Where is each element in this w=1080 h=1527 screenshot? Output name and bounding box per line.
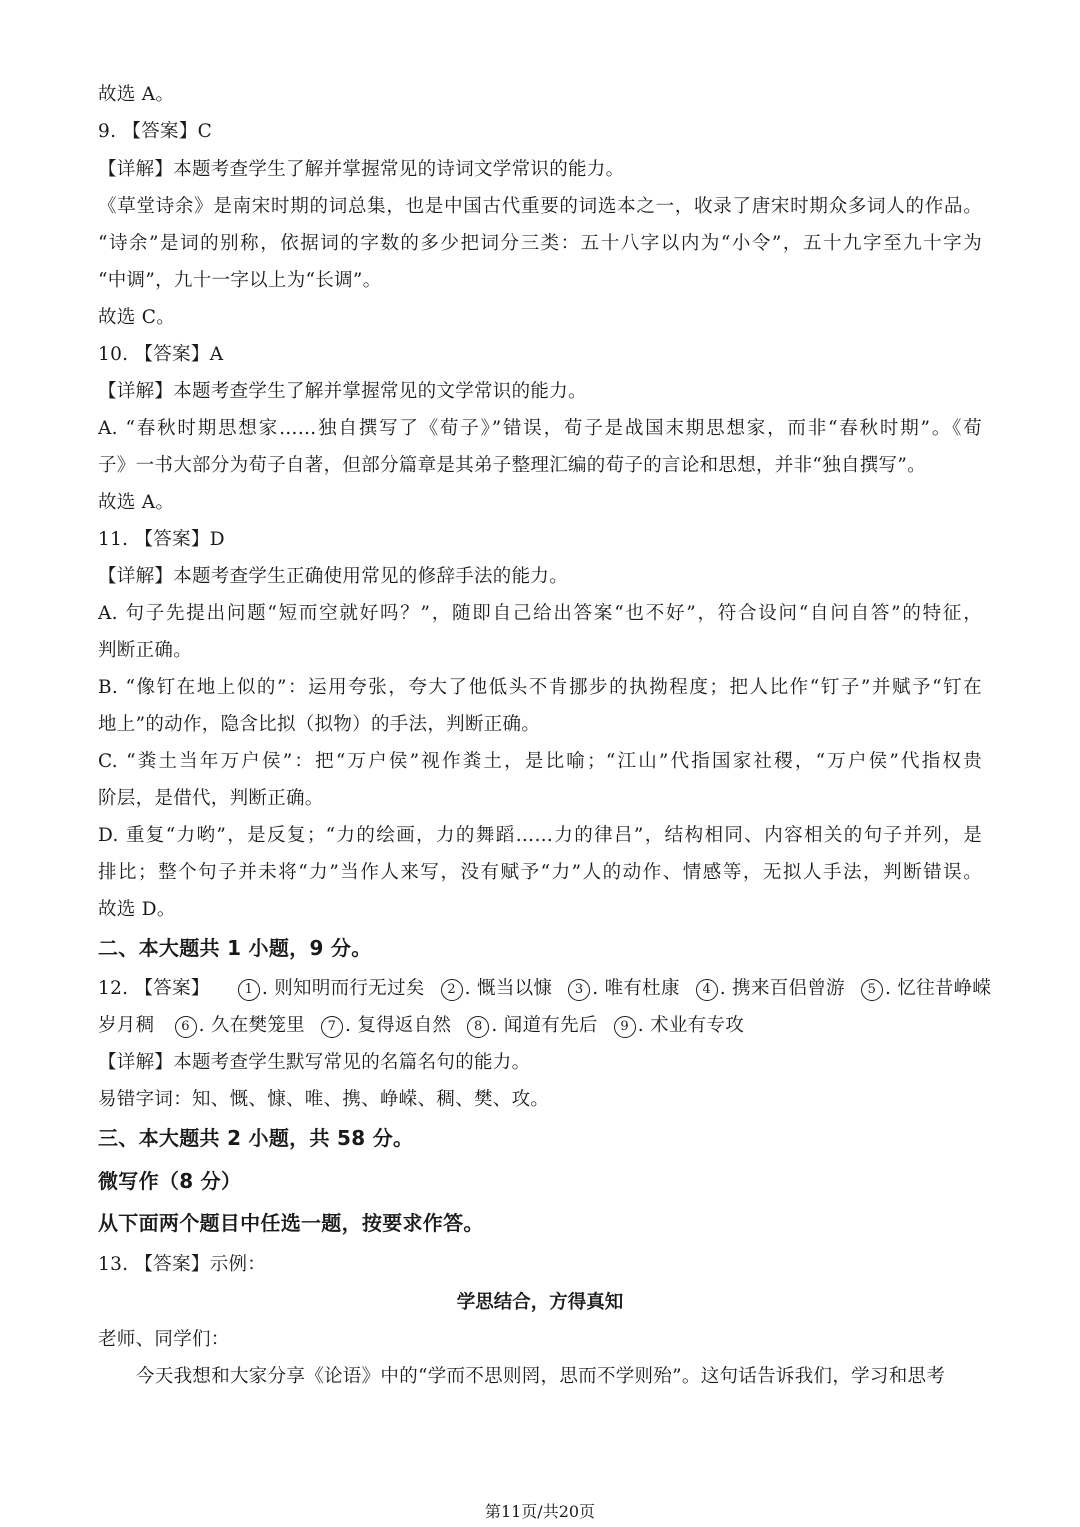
detail-line: 【详解】本题考查学生正确使用常见的修辞手法的能力。 (98, 566, 569, 587)
circled-number: 1 (238, 979, 260, 1001)
text-line: 故选 A。 (98, 84, 175, 105)
answer-item (441, 978, 553, 999)
circled-number: 3 (568, 979, 590, 1001)
text-line: 判断正确。 (98, 640, 193, 661)
text-line: 故选 A。 (98, 492, 175, 513)
answer-text: . 则知明而行无过矣 (261, 978, 425, 999)
answer-item (568, 978, 680, 999)
text-line: 地上”的动作，隐含比拟（拟物）的手法，判断正确。 (98, 714, 541, 735)
text-line: 故选 C。 (98, 307, 176, 328)
answer-line: 9. 【答案】C (98, 121, 213, 142)
circled-number: 9 (614, 1016, 636, 1038)
answer-prefix: 12. 【答案】 (98, 978, 210, 999)
answer-line: 10. 【答案】A (98, 344, 224, 365)
answer-text: . 复得返自然 (344, 1015, 452, 1036)
circled-number: 8 (467, 1016, 489, 1038)
text-line: 阶层，是借代，判断正确。 (98, 788, 324, 809)
text-line: B. “像钉在地上似的”：运用夸张，夸大了他低头不肯挪步的执拗程度；把人比作“钉子”并赋予“钉在 (98, 677, 982, 698)
answer-row (98, 977, 1007, 1001)
detail-line: 【详解】本题考查学生了解并掌握常见的文学常识的能力。 (98, 381, 587, 402)
answer-text: . 忆往昔峥嵘 (884, 978, 992, 999)
page-number: 第11页/共20页 (484, 1502, 596, 1521)
answer-item (861, 978, 991, 999)
text-line: 易错字词：知、慨、慷、唯、携、峥嵘、稠、樊、攻。 (98, 1089, 550, 1110)
answer-item (238, 978, 425, 999)
essay-title: 学思结合，方得真知 (456, 1292, 624, 1313)
answer-text: . 慨当以慷 (464, 978, 553, 999)
answer-text: . 术业有专攻 (637, 1015, 745, 1036)
text-line: 《草堂诗余》是南宋时期的词总集，也是中国古代重要的词选本之一，收录了唐宋时期众多词人的作品。 (98, 196, 982, 217)
circled-number: 2 (441, 979, 463, 1001)
circled-number: 4 (696, 979, 718, 1001)
text-line: A. 句子先提出问题“短而空就好吗？”，随即自己给出答案“也不好”，符合设问“自问自答”的特征， (98, 603, 982, 624)
answer-line: 13. 【答案】示例： (98, 1254, 267, 1275)
section-heading: 二、本大题共 1 小题，9 分。 (98, 936, 372, 960)
circled-number: 7 (321, 1016, 343, 1038)
answer-row (98, 1014, 760, 1038)
answer-item (614, 1015, 744, 1036)
text-line: 子》一书大部分为荀子自著，但部分篇章是其弟子整理汇编的荀子的言论和思想，并非“独自撰写”。 (98, 455, 926, 476)
answer-text: . 唯有杜康 (592, 978, 680, 999)
detail-line: 【详解】本题考查学生默写常见的名篇名句的能力。 (98, 1052, 531, 1073)
answer-text: . 闻道有先后 (491, 1015, 598, 1036)
sub-heading: 微写作（8 分） (98, 1169, 242, 1193)
answer-item (467, 1015, 597, 1036)
text-line: 排比；整个句子并未将“力”当作人来写，没有赋予“力”人的动作、情感等，无拟人手法，判断错误。 (98, 862, 982, 883)
answer-item (696, 978, 845, 999)
answer-text: . 久在樊笼里 (198, 1015, 305, 1036)
answer-item (321, 1015, 451, 1036)
detail-line: 【详解】本题考查学生了解并掌握常见的诗词文学常识的能力。 (98, 159, 625, 180)
answer-line: 11. 【答案】D (98, 529, 225, 550)
circled-number: 6 (175, 1016, 197, 1038)
instruction: 从下面两个题目中任选一题，按要求作答。 (98, 1211, 484, 1235)
text-line: 故选 D。 (98, 899, 176, 920)
text-line: C. “粪土当年万户侯”：把“万户侯”视作粪土，是比喻；“江山”代指国家社稷，“万户侯”代指权贵 (98, 751, 982, 772)
paragraph: 今天我想和大家分享《论语》中的“学而不思则罔，思而不学则殆”。这句话告诉我们，学习和思考 (136, 1366, 946, 1387)
answer-item (175, 1015, 305, 1036)
answer-lead: 岁月稠 (98, 1015, 155, 1036)
greeting: 老师、同学们： (98, 1329, 230, 1350)
text-line: “诗余”是词的别称，依据词的字数的多少把词分三类：五十八字以内为“小令”，五十九字至九十字为 (98, 233, 982, 254)
text-line: “中调”，九十一字以上为“长调”。 (98, 270, 382, 291)
circled-number: 5 (861, 979, 883, 1001)
text-line: D. 重复“力哟”，是反复；“力的绘画，力的舞蹈……力的律吕”，结构相同、内容相关的句子并列，是 (98, 825, 982, 846)
answer-items (175, 1015, 761, 1036)
answer-text: . 携来百侣曾游 (719, 978, 845, 999)
text-line: A. “春秋时期思想家……独自撰写了《荀子》”错误，荀子是战国末期思想家，而非“春秋时期”。《荀 (98, 418, 982, 439)
answer-items (238, 978, 1007, 999)
section-heading: 三、本大题共 2 小题，共 58 分。 (98, 1126, 414, 1150)
